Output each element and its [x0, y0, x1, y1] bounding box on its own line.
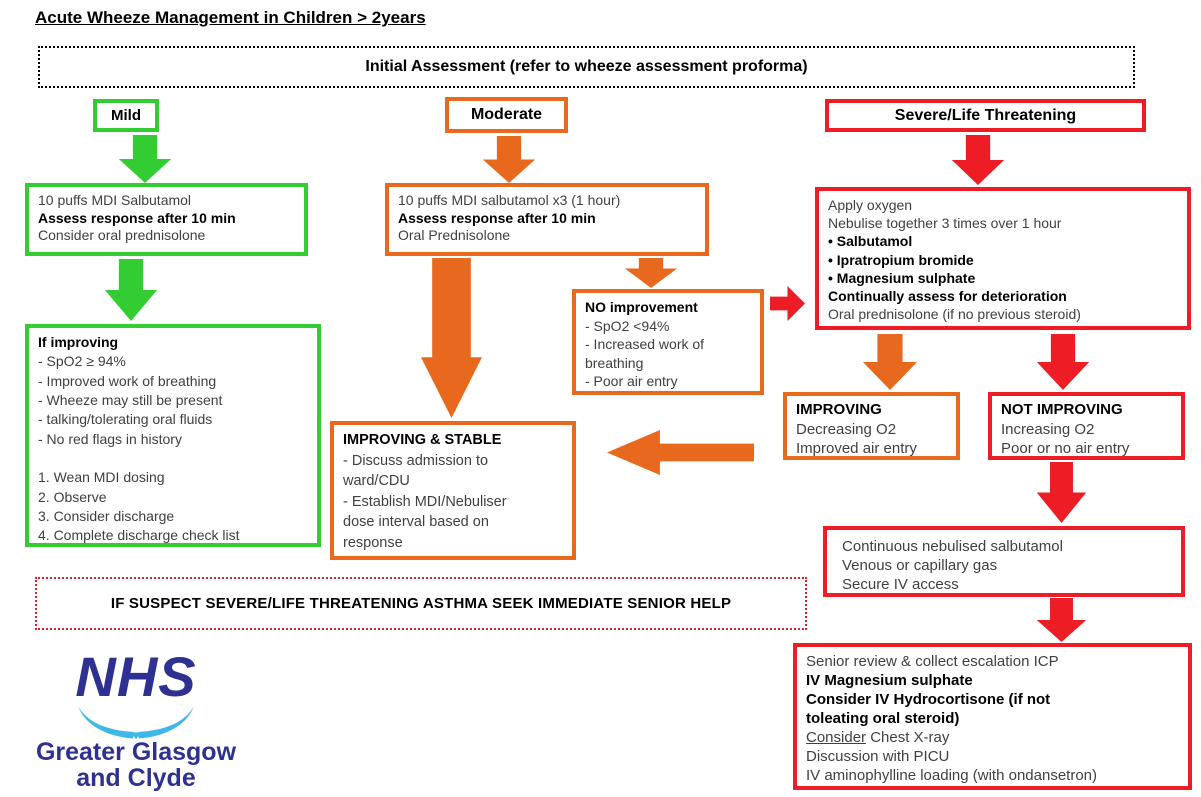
text-line: Apply oxygen [828, 197, 913, 213]
text-line: 4. Complete discharge check list [38, 527, 240, 544]
text-line: 3. Consider discharge [38, 507, 175, 524]
improving-stable-box [330, 421, 576, 560]
text-line: 10 puffs MDI salbutamol x3 (1 hour) [398, 192, 621, 208]
severe-header-label: Severe/Life Threatening [894, 106, 1077, 124]
text-line: Assess response after 10 min [38, 209, 236, 226]
page-title: Acute Wheeze Management in Children > 2years [35, 8, 426, 27]
logo-org-line1: Greater Glasgow [35, 738, 237, 767]
red-down-arrow-icon [1035, 334, 1091, 390]
text-line: 2. Observe [38, 488, 107, 505]
initial-assessment-box [38, 46, 1135, 88]
text-line: Improved air entry [796, 440, 917, 457]
text-line: - Increased work of [585, 336, 705, 353]
text-line: Oral Prednisolone [398, 227, 511, 243]
severe-treatment-box [815, 187, 1191, 330]
text-line: 1. Wean MDI dosing [38, 469, 165, 486]
text-line: NO improvement [585, 299, 698, 315]
nhs-logo-text: NHS [75, 645, 197, 708]
red-down-arrow-icon [1035, 462, 1088, 523]
improving-box [783, 392, 960, 460]
green-down-arrow-icon [117, 135, 173, 183]
text-line: IMPROVING & STABLE [343, 432, 502, 448]
initial-assessment-label: Initial Assessment (refer to wheeze assessment proforma) [365, 58, 808, 75]
text-line: dose interval based on [343, 514, 489, 531]
text-line: Poor or no air entry [1001, 440, 1130, 457]
senior-help-box [35, 577, 807, 630]
text-line: Consider oral prednisolone [38, 227, 206, 243]
text-line: breathing [585, 354, 644, 371]
text-line: • Salbutamol [828, 233, 913, 250]
text-line: Assess response after 10 min [398, 209, 596, 226]
text-line: 10 puffs MDI Salbutamol [38, 192, 192, 208]
text-line: - SpO2 ≥ 94% [38, 353, 126, 370]
orange-down-arrow-icon [623, 258, 679, 288]
mild-treatment-box [25, 183, 308, 256]
text-line: response [343, 534, 403, 551]
red-down-arrow-icon [1035, 598, 1088, 642]
text-line: • Ipratropium bromide [828, 251, 974, 268]
moderate-header-label: Moderate [470, 106, 543, 123]
orange-long-down-arrow-icon [421, 258, 482, 418]
orange-down-arrow-icon [861, 334, 919, 390]
text-line: - Establish MDI/Nebuliser [343, 493, 507, 510]
text-line: • Magnesium sulphate [828, 269, 976, 286]
mild-header-label: Mild [111, 107, 141, 124]
orange-left-arrow-icon [607, 428, 754, 477]
moderate-header [445, 97, 568, 133]
text-line: If improving [38, 334, 119, 350]
green-down-arrow-icon [103, 259, 159, 321]
senior-review-box [793, 643, 1192, 790]
text-line: NOT IMPROVING [1001, 401, 1123, 418]
text-line: Consider IV Hydrocortisone (if not [806, 691, 1051, 709]
text-line: IV Magnesium sulphate [806, 672, 973, 690]
text-line: Consider Chest X-ray [806, 729, 950, 747]
text-line: - SpO2 <94% [585, 317, 670, 334]
text-line: Continuous nebulised salbutamol [842, 538, 1063, 555]
text-line: IMPROVING [796, 401, 882, 418]
logo-org-line2: and Clyde [76, 764, 196, 793]
text-line: toleating oral steroid) [806, 710, 960, 728]
text-line: Increasing O2 [1001, 420, 1095, 438]
not-improving-box [988, 392, 1185, 460]
no-improvement-box [572, 289, 764, 395]
text-line: ward/CDU [343, 473, 410, 490]
senior-help-label: IF SUSPECT SEVERE/LIFE THREATENING ASTHMA SEEK IMMEDIATE SENIOR HELP [110, 595, 732, 612]
text-line: - Wheeze may still be present [38, 391, 223, 408]
red-right-arrow-icon [770, 284, 805, 323]
moderate-treatment-box [385, 183, 709, 256]
orange-down-arrow-icon [481, 136, 537, 183]
text-line: Senior review & collect escalation ICP [806, 653, 1059, 670]
text-line: Secure IV access [842, 576, 959, 594]
text-line [38, 449, 308, 468]
text-line: - Discuss admission to [343, 452, 489, 469]
text-line: Nebulise together 3 times over 1 hour [828, 215, 1062, 232]
if-improving-box [25, 324, 321, 547]
text-line: - Improved work of breathing [38, 372, 217, 389]
nhs-ggc-logo [25, 645, 247, 795]
text-line: - Poor air entry [585, 373, 678, 390]
mild-header [93, 99, 159, 132]
text-line: Discussion with PICU [806, 748, 950, 766]
escalation-box [823, 526, 1185, 597]
text-line: Continually assess for deterioration [828, 287, 1067, 304]
severe-header [825, 99, 1146, 132]
text-line: - talking/tolerating oral fluids [38, 411, 213, 428]
text-line: Decreasing O2 [796, 420, 897, 438]
text-line: Venous or capillary gas [842, 557, 998, 575]
text-line: IV aminophylline loading (with ondansetron) [806, 767, 1098, 785]
text-line: - No red flags in history [38, 430, 182, 447]
red-down-arrow-icon [950, 135, 1006, 185]
text-line: Oral prednisolone (if no previous steroid) [828, 306, 1081, 323]
nhs-swoosh-icon [42, 705, 230, 739]
